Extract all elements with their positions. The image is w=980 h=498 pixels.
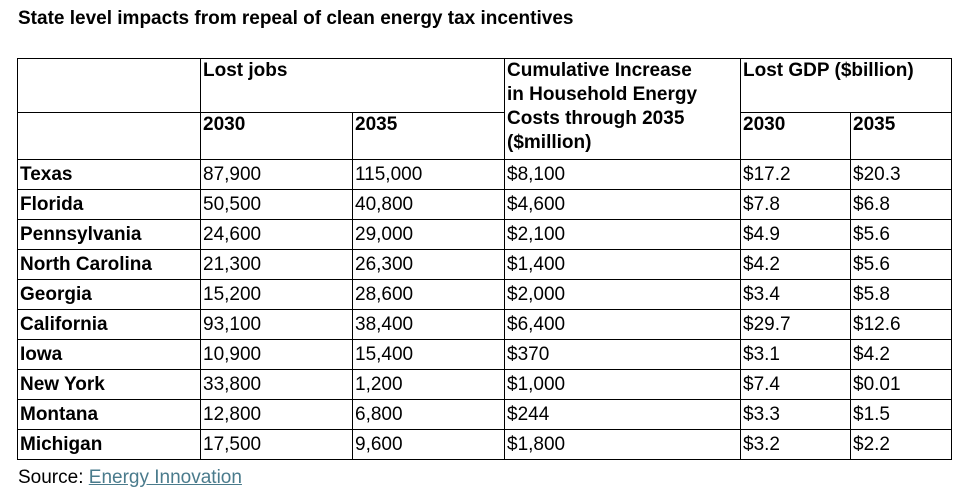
gdp-2035-cell: $12.6 bbox=[851, 310, 952, 340]
state-cell: Michigan bbox=[18, 430, 201, 460]
household-cost-cell: $8,100 bbox=[505, 160, 741, 190]
header-jobs-2030: 2030 bbox=[201, 113, 353, 160]
gdp-2035-cell: $6.8 bbox=[851, 190, 952, 220]
source-label: Source: bbox=[18, 467, 89, 488]
gdp-2030-cell: $29.7 bbox=[741, 310, 851, 340]
gdp-2035-cell: $20.3 bbox=[851, 160, 952, 190]
household-cost-cell: $2,100 bbox=[505, 220, 741, 250]
state-cell: Texas bbox=[18, 160, 201, 190]
header-lost-gdp: Lost GDP ($billion) bbox=[741, 59, 952, 113]
jobs-2030-cell: 87,900 bbox=[201, 160, 353, 190]
table-row bbox=[18, 430, 952, 460]
state-cell: Pennsylvania bbox=[18, 220, 201, 250]
table-row bbox=[18, 220, 952, 250]
household-cost-cell: $1,000 bbox=[505, 370, 741, 400]
gdp-2035-cell: $5.6 bbox=[851, 220, 952, 250]
header-gdp-2035: 2035 bbox=[851, 113, 952, 160]
gdp-2030-cell: $17.2 bbox=[741, 160, 851, 190]
gdp-2030-cell: $4.9 bbox=[741, 220, 851, 250]
gdp-2035-cell: $5.6 bbox=[851, 250, 952, 280]
header-household-costs-line2: in Household Energy bbox=[507, 84, 698, 105]
jobs-2035-cell: 15,400 bbox=[353, 340, 505, 370]
gdp-2030-cell: $3.3 bbox=[741, 400, 851, 430]
jobs-2030-cell: 24,600 bbox=[201, 220, 353, 250]
jobs-2035-cell: 38,400 bbox=[353, 310, 505, 340]
table-title: State level impacts from repeal of clean energy tax incentives bbox=[18, 8, 574, 29]
gdp-2035-cell: $5.8 bbox=[851, 280, 952, 310]
header-gdp-2030: 2030 bbox=[741, 113, 851, 160]
state-cell: New York bbox=[18, 370, 201, 400]
header-household-costs-line4: ($million) bbox=[507, 132, 592, 153]
jobs-2030-cell: 93,100 bbox=[201, 310, 353, 340]
header-household-costs-line3: Costs through 2035 bbox=[507, 108, 685, 129]
household-cost-cell: $1,400 bbox=[505, 250, 741, 280]
header-household-costs-line1: Cumulative Increase bbox=[507, 60, 692, 81]
jobs-2035-cell: 29,000 bbox=[353, 220, 505, 250]
table-row bbox=[18, 400, 952, 430]
jobs-2035-cell: 40,800 bbox=[353, 190, 505, 220]
jobs-2030-cell: 10,900 bbox=[201, 340, 353, 370]
header-household-costs bbox=[505, 59, 741, 160]
state-impacts-table bbox=[17, 58, 952, 460]
gdp-2035-cell: $4.2 bbox=[851, 340, 952, 370]
header-row-1 bbox=[18, 59, 952, 113]
household-cost-cell: $4,600 bbox=[505, 190, 741, 220]
gdp-2030-cell: $7.8 bbox=[741, 190, 851, 220]
header-row-2 bbox=[18, 113, 952, 160]
table-row bbox=[18, 370, 952, 400]
jobs-2030-cell: 12,800 bbox=[201, 400, 353, 430]
jobs-2035-cell: 28,600 bbox=[353, 280, 505, 310]
household-cost-cell: $244 bbox=[505, 400, 741, 430]
state-cell: Georgia bbox=[18, 280, 201, 310]
header-empty-cell bbox=[18, 59, 201, 113]
gdp-2030-cell: $3.2 bbox=[741, 430, 851, 460]
table-row bbox=[18, 340, 952, 370]
table-row bbox=[18, 190, 952, 220]
table-row bbox=[18, 310, 952, 340]
table-row bbox=[18, 160, 952, 190]
state-cell: Florida bbox=[18, 190, 201, 220]
jobs-2035-cell: 6,800 bbox=[353, 400, 505, 430]
state-cell: Montana bbox=[18, 400, 201, 430]
jobs-2030-cell: 17,500 bbox=[201, 430, 353, 460]
source-link[interactable]: Energy Innovation bbox=[88, 467, 242, 488]
gdp-2030-cell: $3.4 bbox=[741, 280, 851, 310]
source-note bbox=[18, 467, 242, 489]
jobs-2030-cell: 21,300 bbox=[201, 250, 353, 280]
household-cost-cell: $6,400 bbox=[505, 310, 741, 340]
state-cell: Iowa bbox=[18, 340, 201, 370]
jobs-2035-cell: 26,300 bbox=[353, 250, 505, 280]
header-lost-jobs: Lost jobs bbox=[201, 59, 505, 113]
gdp-2030-cell: $4.2 bbox=[741, 250, 851, 280]
household-cost-cell: $2,000 bbox=[505, 280, 741, 310]
gdp-2035-cell: $0.01 bbox=[851, 370, 952, 400]
jobs-2035-cell: 9,600 bbox=[353, 430, 505, 460]
header-empty-cell bbox=[18, 113, 201, 160]
gdp-2035-cell: $2.2 bbox=[851, 430, 952, 460]
jobs-2035-cell: 1,200 bbox=[353, 370, 505, 400]
table-body bbox=[18, 59, 952, 460]
state-cell: North Carolina bbox=[18, 250, 201, 280]
household-cost-cell: $1,800 bbox=[505, 430, 741, 460]
gdp-2030-cell: $7.4 bbox=[741, 370, 851, 400]
jobs-2030-cell: 50,500 bbox=[201, 190, 353, 220]
table-row bbox=[18, 280, 952, 310]
jobs-2030-cell: 15,200 bbox=[201, 280, 353, 310]
household-cost-cell: $370 bbox=[505, 340, 741, 370]
header-jobs-2035: 2035 bbox=[353, 113, 505, 160]
state-cell: California bbox=[18, 310, 201, 340]
jobs-2035-cell: 115,000 bbox=[353, 160, 505, 190]
gdp-2035-cell: $1.5 bbox=[851, 400, 952, 430]
jobs-2030-cell: 33,800 bbox=[201, 370, 353, 400]
table-row bbox=[18, 250, 952, 280]
gdp-2030-cell: $3.1 bbox=[741, 340, 851, 370]
